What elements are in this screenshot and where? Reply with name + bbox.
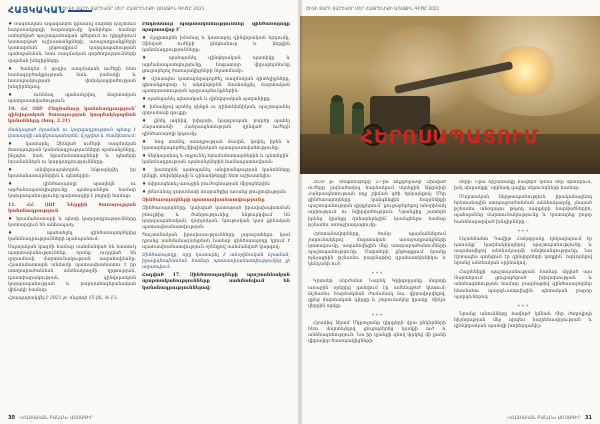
paragraph: ♦ մշտապես կատարելագործել ռազմական գիտելիքները, գիտակցաբար և ակտիվորեն մասնակցել մարտական պատրաստության պարապմունքներին: [142,76,290,94]
masthead-logo: ՀԱՅԿԱԿԱՆ [8,6,92,16]
section-divider: * * * [517,303,529,310]
paragraph: Ցանկացած հրաման ու կարգադրություն պետք է կատարվի անվերապահորեն, ճշգրիտ և ժամկետում: [8,127,136,139]
paragraph: ♦ ունենալ պահանջվող մարտական պատրաստվածություն: [8,93,136,105]
paragraph: ♦ հրամանատարի և պետի կարգադրությունները կատարվում են անհապաղ: [8,216,136,228]
paragraph: ♦ չհեռանալ զորամասի տարածքից առանց թույլտվության: [142,190,287,196]
folio-text: «ՀԱՅԿԱԿԱՆ ԲԱՆԱԿ» ԱՄՍԱԳԻՐ [507,416,581,421]
paragraph: ♦ ճշգրտորեն իմանալ և կատարել զինվորական երդումը, Զինված ուժերի ընդհանուր և ներքին կանոնադրությունները: [142,36,290,54]
page-number: 30 [8,415,15,421]
paragraph: Զինծառայողը, որը կատարել է անօրինական հրաման, իրավախախտման համար պատասխանատվությունից չի ազատվում: [142,253,290,271]
paragraph: Ընդհանուր պարտականություններ՝ զինծառայողը պարտավոր է՝ [142,22,290,34]
paragraph: ♦ լինել ազնիվ, խիզախ, կարգապահ, բարձր պահել Հայաստանի Հանրապետության զինված ուժերի զինծառայողի կոչումը: [142,119,290,137]
right-column-2 [454,180,592,412]
paragraph: ♦ պահպանել զինվորական պատիվը և արժանապատվությունը, հոգատար վերաբերմունք ցուցաբերել ծառայակիցների նկատմամբ: [142,56,290,74]
paragraph: Զինծառայողները, կախված կատարած իրավախախտման բնույթից և ծանրությունից, ենթարկվում են կարգապահական, վարչական, նյութական կամ քրեական պատասխանատվության: [142,206,290,230]
soldier-helmet [331,95,343,102]
paragraph: ♦ ռազմական ավագանին դրանով մարտի դաշտում հակառակորդի հարձակումը կանխելու համար ստեղծված պաշտպանական գծերում ու դիրքերում կատարված աշխատանքների, առաջադրանքների կատարման ընթացքում կարգապահության պահպանման, նաև ռազմական գործողությունների վարման խնդիրները: [8,22,136,64]
paragraph: Կրտսեր սերժանտ Նարեկ Գրիգորյանը մարտի առաջին օրերից գտնվում էր ամենաթեժ կետում: Թշնամու հարձակման ժամանակ նա, վիրավորվելով, չլքեց մարտական դիրքը և շարունակեց կրակը՝ մինչև վերջին արկը: [308,279,446,309]
article-title: ՀԵՐՈՍԱՊԱՏՈՒՄ [360,126,540,148]
paragraph: Հրապարակվել է 2021 թ. մարտի 15-ին, № 13: [8,295,118,301]
paragraph: Պաշտոնական իրավասությունները չարաշահելու կամ դրանց սահմանազանցման համար զինծառայողը կրում է պատասխանատվություն օրենքով սահմանված կարգով: [142,232,290,250]
paragraph: ♦ զինծառայողի պատիվն ու արժանապատվությունը պահպանելու համար կարգապահությունը պարտադիր է բոլորի համար: [8,182,136,200]
folio-text: «ՀԱՅԿԱԿԱՆ ԲԱՆԱԿ» ԱՄՍԱԳԻՐ [19,416,93,421]
running-header-right: ՇԻՏԻ ՏԱՐԻ ՏԱՐԵՎՈՐ ՄԵՐ ՀԱՅՐԵՆԻՔԻ ԱՌԱՋԻՆ ԳԻԾԸ 2021 [306,6,440,11]
paragraph: Հայրենիքի պաշտպանության համար մղված այս մարտերում ցուցաբերած խիզախության և անձնազոհության համար բազմաթիվ զինծառայողներ հետմահու պարգևատրվեցին պետական բարձր պարգևներով: [454,270,592,300]
artillery-photo [300,16,600,174]
paragraph: ♦ պահանջել զինծառայողներից կանոնադրությունների պահպանում: [8,230,136,242]
paragraph: ♦ հանդես է գալիս ռազմական ուժերի հետ համագործակցության, նաև բանակի և հասարակության փոխկապվածության խնդիրներով: [8,66,136,90]
page-folio-right [507,415,592,421]
paragraph: ♦ տիրապետել առաջին բուժօգնության միջոցներին: [142,182,271,188]
paragraph: 2020 թ. սեպտեմբերի 27-ին Ադրբեջանի Զինված ուժերը լայնածավալ հարձակում սկսեցին Արցախի Հանրապետության ողջ շփման գծի երկայնքով: Մեր զինծառայողները կանգնեցին հայրենիքի պաշտպանության դիրքերում՝ ցուցաբերելով անօրինակ արիություն ու նվիրվածություն: Նրանցից շատերն իրենց կյանքը զոհաբերեցին՝ կասեցնելու համար թշնամու առաջխաղացումը: [308,180,446,228]
paragraph: Հրետանավորները, ծանր պայմաններում շարունակելով մարտական առաջադրանքների կատարումը, ապահովեցին մեր ստորաբաժանումների պաշտպանությունը: Մարտերի ընթացքում նրանք ոչնչացրին թշնամու բազմաթիվ զրահատեխնիկա և կենդանի ուժ: [308,231,446,268]
page-gutter [297,0,303,424]
soldier-helmet [352,102,364,109]
left-column-1 [8,22,136,412]
page-folio-left [8,415,93,421]
paragraph: ♦ կատարել Զինված ուժերի ռազմական ծառայության կանոնադրությունների պահանջները, ինչպես նաև հրամանատարների և պետերի հրամաններն ու կարգադրությունները: [8,141,136,165]
page-number: 31 [585,415,592,421]
section-heading: Զինծառայողների պատասխանատվությունը [142,198,265,204]
left-column-2 [142,22,290,412]
paragraph: ♦ հոգ տանել առողջության մասին, կոփել իրեն և կատարելագործել ֆիզիկական պատրաստվածությունը: [142,139,290,151]
paragraph: Մարտական հերթապահություն իրականացնող հրետանային ստորաբաժանման անձնակազմը, չնայած թշնամու անօդաչու թռչող սարքերի հարվածներին, պահպանեց մարտունակությունը և կատարեց բոլոր հանձնարարված խնդիրները: [454,195,592,225]
paragraph: ների: Նրա հիշատակը հավերժ կմնա մեր սրտերում, իսկ սխրանքը՝ օրինակ գալիք սերունդների համար: [454,180,592,192]
paragraph: Հրաձիգ Արամ Մկրտչյանը դիրքերի վրա ընկերների հետ մարտնչելով ցուցաբերեց կամքի ուժ և անձնազոհություն: Նա իր կյանքի գնով փրկեց մի քանի վիրավոր ծառայակիցների: [308,320,446,345]
paragraph: Սպայական կազմի համար սահմանված են հատուկ պարտականություններ, որոնք ուղղված են զորամասի մարտունակության ապահովմանը: Հրամանատարն անձամբ պատասխանատու է իր ստորաբաժանման անձնակազմի կրթության, դաստիարակության, զինվորական կարգապահության և բարոյահոգեբանական վիճակի համար: [8,245,136,293]
section-divider: * * * [371,312,383,319]
paragraph: Լեյտենանտ Դավիթ Հակոբյանը ղեկավարում էր դասակը՝ կազմակերպելով պաշտպանությունը և ապահովելով անձնակազմի անվտանգությունը: Նա մշտապես գտնվում էր զինվորների կողքին՝ ոգևորելով նրանց անձնական օրինակով: [454,236,592,267]
section-divider: * * * [517,228,529,235]
paragraph: ♦ պահպանել պետական և զինվորական գաղտնիքը: [142,97,271,103]
paragraph: Հոդված 17. Զինծառայողների պաշտոնեական պարտականությունները սահմանվում են կանոնադրություններով: [142,273,290,291]
paragraph: ♦ խնամքով պահել զենքն ու զինտեխնիկան, պաշտպանել զորամասի գույքը: [142,105,290,117]
paragraph: Նրանց անունները հավերժ կմնան մեր ժողովրդի հիշողության մեջ որպես հայրենասիրության և զինվորական պատվի խորհրդանիշ: [454,311,592,329]
paragraph: ♦ անվերապահորեն ենթարկվել իր հրամանատարներին և պետերին: [8,168,136,180]
section-divider: * * * [371,271,383,278]
paragraph: ♦ խստորեն պահպանել անվտանգության կանոնները զենքի, տեխնիկայի և զինամթերքի հետ աշխատելիս: [142,167,290,180]
paragraph: ♦ ներկայանալ և ողջունել հրամանատարներին և պետերին՝ կանոնադրության պահանջներին համապատասխան: [142,153,290,165]
running-header-text: ՇԻՏԻ ՏԱՐԻ ՏԱՐԵՎՈՐ ՄԵՐ ՀԱՅՐԵՆԻՔԻ ԱՌԱՋԻՆ ԳԻԾԸ 2021 [62,6,205,11]
section-heading: 10. ՀՀ ԶՈՒ Ընդհանուր կանոնադրություն՝ զինվորական ծառայության կազմակերպման կանոնները (հոդ. 2.31) [8,107,136,125]
right-page [300,0,600,424]
section-heading: 11. ՀՀ ԶՈՒ Ներքին ծառայության կանոնադրություն [8,202,136,214]
right-column-1 [308,180,446,412]
